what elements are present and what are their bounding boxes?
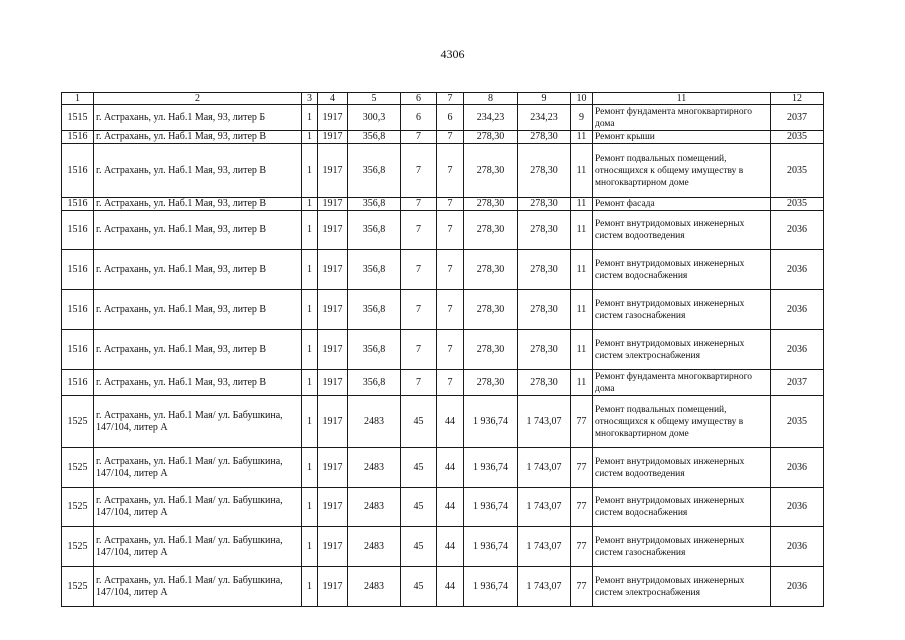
col3-cell: 1 (302, 396, 318, 448)
col8-cell: 1 936,74 (464, 488, 518, 527)
col8-cell: 1 936,74 (464, 396, 518, 448)
col10-cell: 11 (571, 198, 593, 211)
year-cell: 1917 (318, 290, 348, 330)
address-cell: г. Астрахань, ул. Наб.1 Мая/ ул. Бабушкина, 147/104, литер А (94, 396, 302, 448)
address-cell: г. Астрахань, ул. Наб.1 Мая/ ул. Бабушкина, 147/104, литер А (94, 488, 302, 527)
work-type-cell: Ремонт подвальных помещений, относящихся к общему имуществу в многоквартирном доме (593, 396, 771, 448)
address-cell: г. Астрахань, ул. Наб.1 Мая/ ул. Бабушкина, 147/104, литер А (94, 567, 302, 607)
col6-cell: 6 (401, 105, 437, 131)
col8-cell: 278,30 (464, 144, 518, 198)
col6-cell: 7 (401, 198, 437, 211)
plan-year-cell: 2036 (771, 330, 824, 370)
col7-cell: 7 (437, 250, 464, 290)
plan-year-cell: 2035 (771, 131, 824, 144)
col9-cell: 278,30 (518, 211, 571, 250)
col3-cell: 1 (302, 131, 318, 144)
col7-cell: 7 (437, 144, 464, 198)
col6-cell: 7 (401, 211, 437, 250)
col6-cell: 7 (401, 290, 437, 330)
address-cell: г. Астрахань, ул. Наб.1 Мая, 93, литер В (94, 198, 302, 211)
col3-cell: 1 (302, 567, 318, 607)
plan-year-cell: 2035 (771, 396, 824, 448)
table-row (62, 448, 824, 488)
work-type-cell: Ремонт внутридомовых инженерных систем водоотведения (593, 211, 771, 250)
work-type-cell: Ремонт фундамента многоквартирного дома (593, 370, 771, 396)
plan-year-cell: 2035 (771, 144, 824, 198)
work-type-cell: Ремонт внутридомовых инженерных систем водоснабжения (593, 488, 771, 527)
header-cell: 6 (401, 93, 437, 105)
year-cell: 1917 (318, 567, 348, 607)
year-cell: 1917 (318, 330, 348, 370)
plan-year-cell: 2036 (771, 448, 824, 488)
work-type-cell: Ремонт внутридомовых инженерных систем водоснабжения (593, 250, 771, 290)
work-type-cell: Ремонт фундамента многоквартирного дома (593, 105, 771, 131)
address-cell: г. Астрахань, ул. Наб.1 Мая/ ул. Бабушкина, 147/104, литер А (94, 448, 302, 488)
plan-year-cell: 2036 (771, 250, 824, 290)
col10-cell: 11 (571, 144, 593, 198)
row-number-cell: 1516 (62, 330, 94, 370)
col10-cell: 77 (571, 396, 593, 448)
table-row (62, 396, 824, 448)
col10-cell: 11 (571, 211, 593, 250)
col6-cell: 45 (401, 488, 437, 527)
row-number-cell: 1515 (62, 105, 94, 131)
header-cell: 3 (302, 93, 318, 105)
col8-cell: 278,30 (464, 198, 518, 211)
year-cell: 1917 (318, 527, 348, 567)
area-cell: 356,8 (348, 330, 401, 370)
col3-cell: 1 (302, 105, 318, 131)
plan-year-cell: 2036 (771, 290, 824, 330)
table-row (62, 290, 824, 330)
col9-cell: 1 743,07 (518, 488, 571, 527)
col10-cell: 77 (571, 488, 593, 527)
table-row (62, 370, 824, 396)
year-cell: 1917 (318, 144, 348, 198)
address-cell: г. Астрахань, ул. Наб.1 Мая, 93, литер В (94, 131, 302, 144)
work-type-cell: Ремонт фасада (593, 198, 771, 211)
col7-cell: 7 (437, 330, 464, 370)
header-cell: 8 (464, 93, 518, 105)
table-row (62, 131, 824, 144)
header-cell: 7 (437, 93, 464, 105)
header-cell: 9 (518, 93, 571, 105)
table-row (62, 527, 824, 567)
header-cell: 10 (571, 93, 593, 105)
address-cell: г. Астрахань, ул. Наб.1 Мая, 93, литер В (94, 211, 302, 250)
row-number-cell: 1525 (62, 567, 94, 607)
col9-cell: 278,30 (518, 131, 571, 144)
address-cell: г. Астрахань, ул. Наб.1 Мая/ ул. Бабушкина, 147/104, литер А (94, 527, 302, 567)
table-row (62, 488, 824, 527)
col7-cell: 6 (437, 105, 464, 131)
col9-cell: 278,30 (518, 370, 571, 396)
area-cell: 356,8 (348, 211, 401, 250)
col9-cell: 278,30 (518, 144, 571, 198)
header-cell: 4 (318, 93, 348, 105)
col6-cell: 45 (401, 567, 437, 607)
col3-cell: 1 (302, 488, 318, 527)
col8-cell: 278,30 (464, 211, 518, 250)
row-number-cell: 1516 (62, 250, 94, 290)
year-cell: 1917 (318, 488, 348, 527)
area-cell: 2483 (348, 527, 401, 567)
col7-cell: 44 (437, 488, 464, 527)
col3-cell: 1 (302, 211, 318, 250)
col10-cell: 11 (571, 131, 593, 144)
col8-cell: 1 936,74 (464, 448, 518, 488)
col10-cell: 11 (571, 250, 593, 290)
address-cell: г. Астрахань, ул. Наб.1 Мая, 93, литер В (94, 370, 302, 396)
work-type-cell: Ремонт внутридомовых инженерных систем водоотведения (593, 448, 771, 488)
col10-cell: 9 (571, 105, 593, 131)
area-cell: 2483 (348, 567, 401, 607)
col10-cell: 11 (571, 370, 593, 396)
col8-cell: 278,30 (464, 330, 518, 370)
row-number-cell: 1525 (62, 448, 94, 488)
year-cell: 1917 (318, 198, 348, 211)
area-cell: 2483 (348, 488, 401, 527)
col8-cell: 1 936,74 (464, 527, 518, 567)
col7-cell: 7 (437, 131, 464, 144)
col8-cell: 278,30 (464, 290, 518, 330)
plan-year-cell: 2036 (771, 211, 824, 250)
col7-cell: 7 (437, 198, 464, 211)
plan-year-cell: 2036 (771, 488, 824, 527)
col8-cell: 278,30 (464, 370, 518, 396)
area-cell: 356,8 (348, 370, 401, 396)
col9-cell: 1 743,07 (518, 396, 571, 448)
row-number-cell: 1525 (62, 488, 94, 527)
col7-cell: 7 (437, 290, 464, 330)
area-cell: 2483 (348, 448, 401, 488)
col6-cell: 45 (401, 527, 437, 567)
work-type-cell: Ремонт внутридомовых инженерных систем газоснабжения (593, 290, 771, 330)
area-cell: 356,8 (348, 198, 401, 211)
col3-cell: 1 (302, 198, 318, 211)
col6-cell: 7 (401, 144, 437, 198)
row-number-cell: 1516 (62, 131, 94, 144)
col3-cell: 1 (302, 144, 318, 198)
address-cell: г. Астрахань, ул. Наб.1 Мая, 93, литер В (94, 290, 302, 330)
table-row (62, 567, 824, 607)
table-header-row (62, 93, 824, 105)
col9-cell: 1 743,07 (518, 527, 571, 567)
work-type-cell: Ремонт крыши (593, 131, 771, 144)
row-number-cell: 1525 (62, 396, 94, 448)
year-cell: 1917 (318, 131, 348, 144)
year-cell: 1917 (318, 250, 348, 290)
plan-year-cell: 2035 (771, 198, 824, 211)
col6-cell: 7 (401, 370, 437, 396)
col9-cell: 278,30 (518, 198, 571, 211)
address-cell: г. Астрахань, ул. Наб.1 Мая, 93, литер В (94, 250, 302, 290)
col3-cell: 1 (302, 527, 318, 567)
col8-cell: 278,30 (464, 131, 518, 144)
col7-cell: 44 (437, 527, 464, 567)
col9-cell: 1 743,07 (518, 567, 571, 607)
col7-cell: 7 (437, 370, 464, 396)
col7-cell: 7 (437, 211, 464, 250)
col8-cell: 278,30 (464, 250, 518, 290)
col9-cell: 278,30 (518, 330, 571, 370)
col6-cell: 7 (401, 131, 437, 144)
table-row (62, 250, 824, 290)
year-cell: 1917 (318, 211, 348, 250)
work-type-cell: Ремонт внутридомовых инженерных систем газоснабжения (593, 527, 771, 567)
col7-cell: 44 (437, 448, 464, 488)
plan-year-cell: 2037 (771, 105, 824, 131)
col9-cell: 278,30 (518, 250, 571, 290)
col8-cell: 234,23 (464, 105, 518, 131)
row-number-cell: 1516 (62, 370, 94, 396)
area-cell: 356,8 (348, 250, 401, 290)
address-cell: г. Астрахань, ул. Наб.1 Мая, 93, литер Б (94, 105, 302, 131)
plan-year-cell: 2037 (771, 370, 824, 396)
col6-cell: 45 (401, 448, 437, 488)
col3-cell: 1 (302, 370, 318, 396)
col10-cell: 77 (571, 567, 593, 607)
row-number-cell: 1516 (62, 144, 94, 198)
col8-cell: 1 936,74 (464, 567, 518, 607)
header-cell: 2 (94, 93, 302, 105)
plan-year-cell: 2036 (771, 527, 824, 567)
header-cell: 5 (348, 93, 401, 105)
col10-cell: 77 (571, 527, 593, 567)
table-row (62, 198, 824, 211)
col10-cell: 11 (571, 330, 593, 370)
col10-cell: 77 (571, 448, 593, 488)
col3-cell: 1 (302, 448, 318, 488)
area-cell: 2483 (348, 396, 401, 448)
header-cell: 12 (771, 93, 824, 105)
year-cell: 1917 (318, 448, 348, 488)
work-type-cell: Ремонт внутридомовых инженерных систем электроснабжения (593, 330, 771, 370)
area-cell: 300,3 (348, 105, 401, 131)
col10-cell: 11 (571, 290, 593, 330)
page-number: 4306 (440, 47, 465, 61)
plan-year-cell: 2036 (771, 567, 824, 607)
col3-cell: 1 (302, 290, 318, 330)
col6-cell: 45 (401, 396, 437, 448)
header-cell: 11 (593, 93, 771, 105)
col7-cell: 44 (437, 567, 464, 607)
year-cell: 1917 (318, 105, 348, 131)
address-cell: г. Астрахань, ул. Наб.1 Мая, 93, литер В (94, 330, 302, 370)
work-type-cell: Ремонт подвальных помещений, относящихся к общему имуществу в многоквартирном доме (593, 144, 771, 198)
col7-cell: 44 (437, 396, 464, 448)
row-number-cell: 1516 (62, 198, 94, 211)
table-row (62, 105, 824, 131)
row-number-cell: 1516 (62, 211, 94, 250)
col9-cell: 234,23 (518, 105, 571, 131)
area-cell: 356,8 (348, 144, 401, 198)
header-cell: 1 (62, 93, 94, 105)
col6-cell: 7 (401, 250, 437, 290)
row-number-cell: 1525 (62, 527, 94, 567)
col9-cell: 278,30 (518, 290, 571, 330)
year-cell: 1917 (318, 370, 348, 396)
area-cell: 356,8 (348, 131, 401, 144)
table-row (62, 144, 824, 198)
repair-schedule-table (61, 92, 824, 607)
table-row (62, 330, 824, 370)
work-type-cell: Ремонт внутридомовых инженерных систем электроснабжения (593, 567, 771, 607)
table-row (62, 211, 824, 250)
year-cell: 1917 (318, 396, 348, 448)
col3-cell: 1 (302, 250, 318, 290)
address-cell: г. Астрахань, ул. Наб.1 Мая, 93, литер В (94, 144, 302, 198)
row-number-cell: 1516 (62, 290, 94, 330)
col3-cell: 1 (302, 330, 318, 370)
col6-cell: 7 (401, 330, 437, 370)
area-cell: 356,8 (348, 290, 401, 330)
col9-cell: 1 743,07 (518, 448, 571, 488)
